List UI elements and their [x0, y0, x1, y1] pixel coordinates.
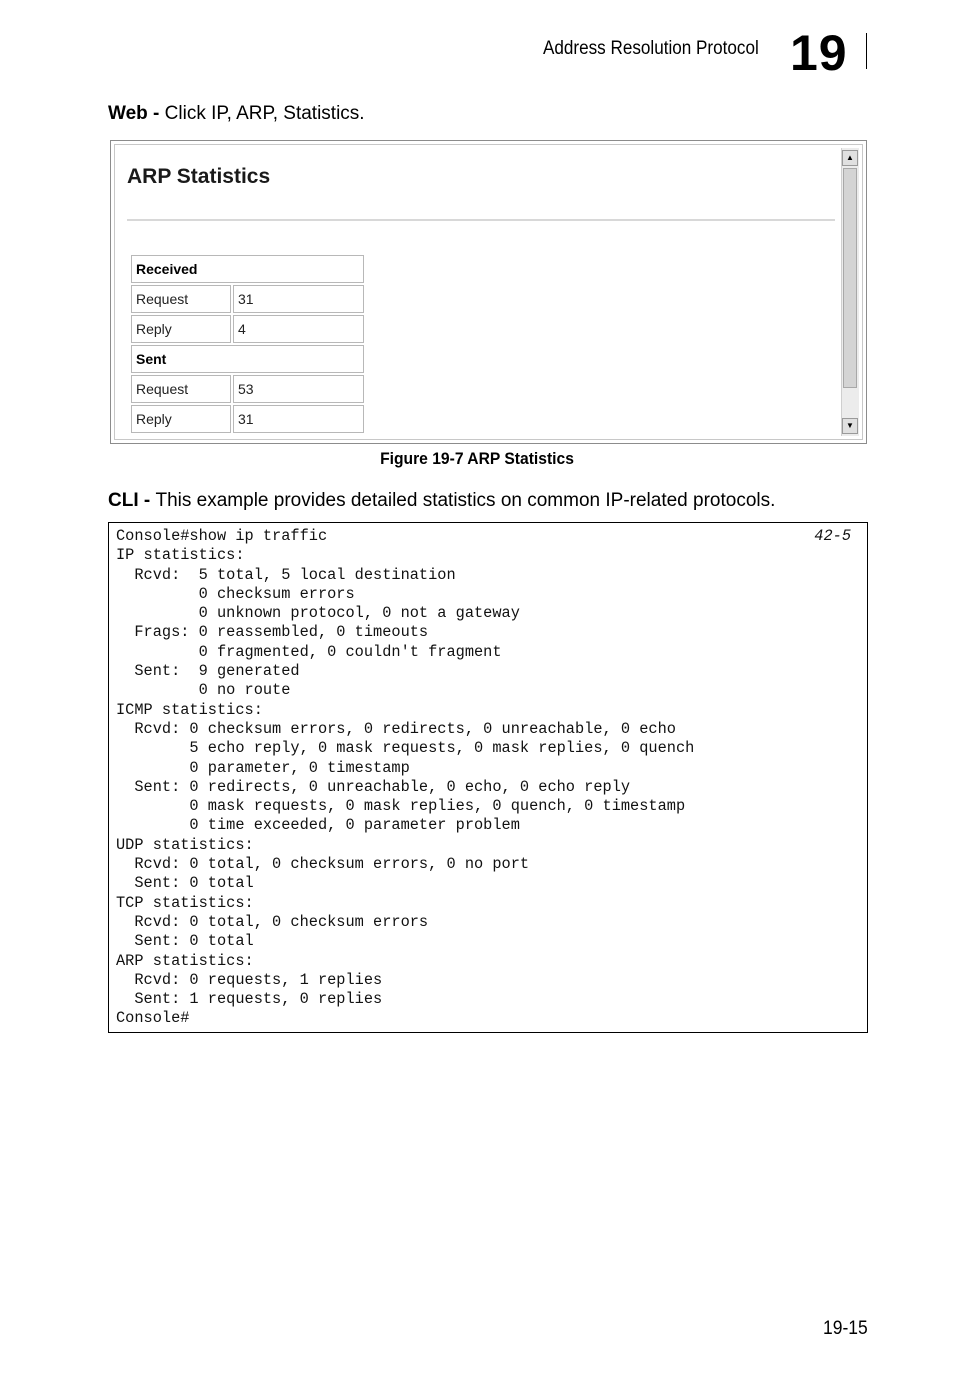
scrollbar-thumb[interactable] [843, 168, 857, 388]
cli-instruction-prefix: CLI - [108, 490, 156, 511]
console-line: ICMP statistics: [116, 700, 263, 719]
arp-statistics-table [129, 253, 366, 435]
web-instruction-prefix: Web - [108, 103, 165, 124]
console-line: 0 no route [116, 681, 291, 700]
sent-request-value: 53 [233, 375, 364, 403]
received-label: Received [131, 255, 364, 283]
table-row [131, 315, 364, 343]
cli-instruction [108, 490, 775, 512]
page-number: 19-15 [823, 1318, 868, 1339]
table-row [131, 405, 364, 433]
console-line: Rcvd: 5 total, 5 local destination [116, 565, 456, 584]
sent-request-label: Request [131, 375, 231, 403]
console-line: 0 unknown protocol, 0 not a gateway [116, 604, 520, 623]
console-line: Sent: 0 redirects, 0 unreachable, 0 echo, 0 echo reply [116, 777, 631, 796]
console-line: IP statistics: [116, 546, 245, 565]
received-request-label: Request [131, 285, 231, 313]
console-line: Rcvd: 0 total, 0 checksum errors, 0 no port [116, 855, 530, 874]
figure-caption: Figure 19-7 ARP Statistics [380, 449, 574, 468]
console-line: TCP statistics: [116, 893, 254, 912]
sent-reply-value: 31 [233, 405, 364, 433]
console-line: Console# [116, 1009, 190, 1028]
cli-instruction-text: This example provides detailed statistics on common IP-related protocols. [155, 490, 776, 511]
console-line: 0 parameter, 0 timestamp [116, 758, 410, 777]
received-section-row [131, 255, 364, 283]
command-reference: 42-5 [814, 527, 851, 545]
received-reply-label: Reply [131, 315, 231, 343]
console-line: Sent: 0 total [116, 932, 254, 951]
console-line: 5 echo reply, 0 mask requests, 0 mask replies, 0 quench [116, 739, 695, 758]
title-divider [127, 219, 835, 221]
scroll-up-icon[interactable]: ▲ [842, 150, 858, 166]
web-instruction-text: Click IP, ARP, Statistics. [164, 103, 365, 124]
console-line: Sent: 0 total [116, 874, 254, 893]
screenshot-frame [114, 144, 863, 440]
console-line: 0 checksum errors [116, 584, 355, 603]
console-line: 0 mask requests, 0 mask replies, 0 quench, 0 timestamp [116, 797, 686, 816]
header-divider [866, 33, 867, 69]
arp-statistics-screenshot [110, 140, 867, 444]
sent-reply-label: Reply [131, 405, 231, 433]
arp-statistics-title: ARP Statistics [127, 165, 271, 188]
console-output-box [108, 522, 868, 1033]
sent-section-row [131, 345, 364, 373]
console-output [116, 527, 694, 1029]
received-reply-value: 4 [233, 315, 364, 343]
console-line: ARP statistics: [116, 951, 254, 970]
section-title: Address Resolution Protocol [543, 38, 759, 59]
vertical-scrollbar[interactable] [841, 148, 859, 436]
web-instruction [108, 103, 365, 125]
chapter-number: 19 [790, 25, 848, 81]
table-row [131, 285, 364, 313]
console-line: UDP statistics: [116, 835, 254, 854]
console-line: Frags: 0 reassembled, 0 timeouts [116, 623, 429, 642]
console-line: Rcvd: 0 total, 0 checksum errors [116, 912, 429, 931]
console-line: Rcvd: 0 checksum errors, 0 redirects, 0 unreachable, 0 echo [116, 719, 676, 738]
console-line: Rcvd: 0 requests, 1 replies [116, 970, 383, 989]
console-line: 0 time exceeded, 0 parameter problem [116, 816, 520, 835]
console-line: Sent: 9 generated [116, 662, 300, 681]
console-line: Sent: 1 requests, 0 replies [116, 990, 383, 1009]
console-line: Console#show ip traffic [116, 527, 328, 545]
sent-label: Sent [131, 345, 364, 373]
console-line: 0 fragmented, 0 couldn't fragment [116, 642, 502, 661]
received-request-value: 31 [233, 285, 364, 313]
scroll-down-icon[interactable]: ▼ [842, 418, 858, 434]
table-row [131, 375, 364, 403]
